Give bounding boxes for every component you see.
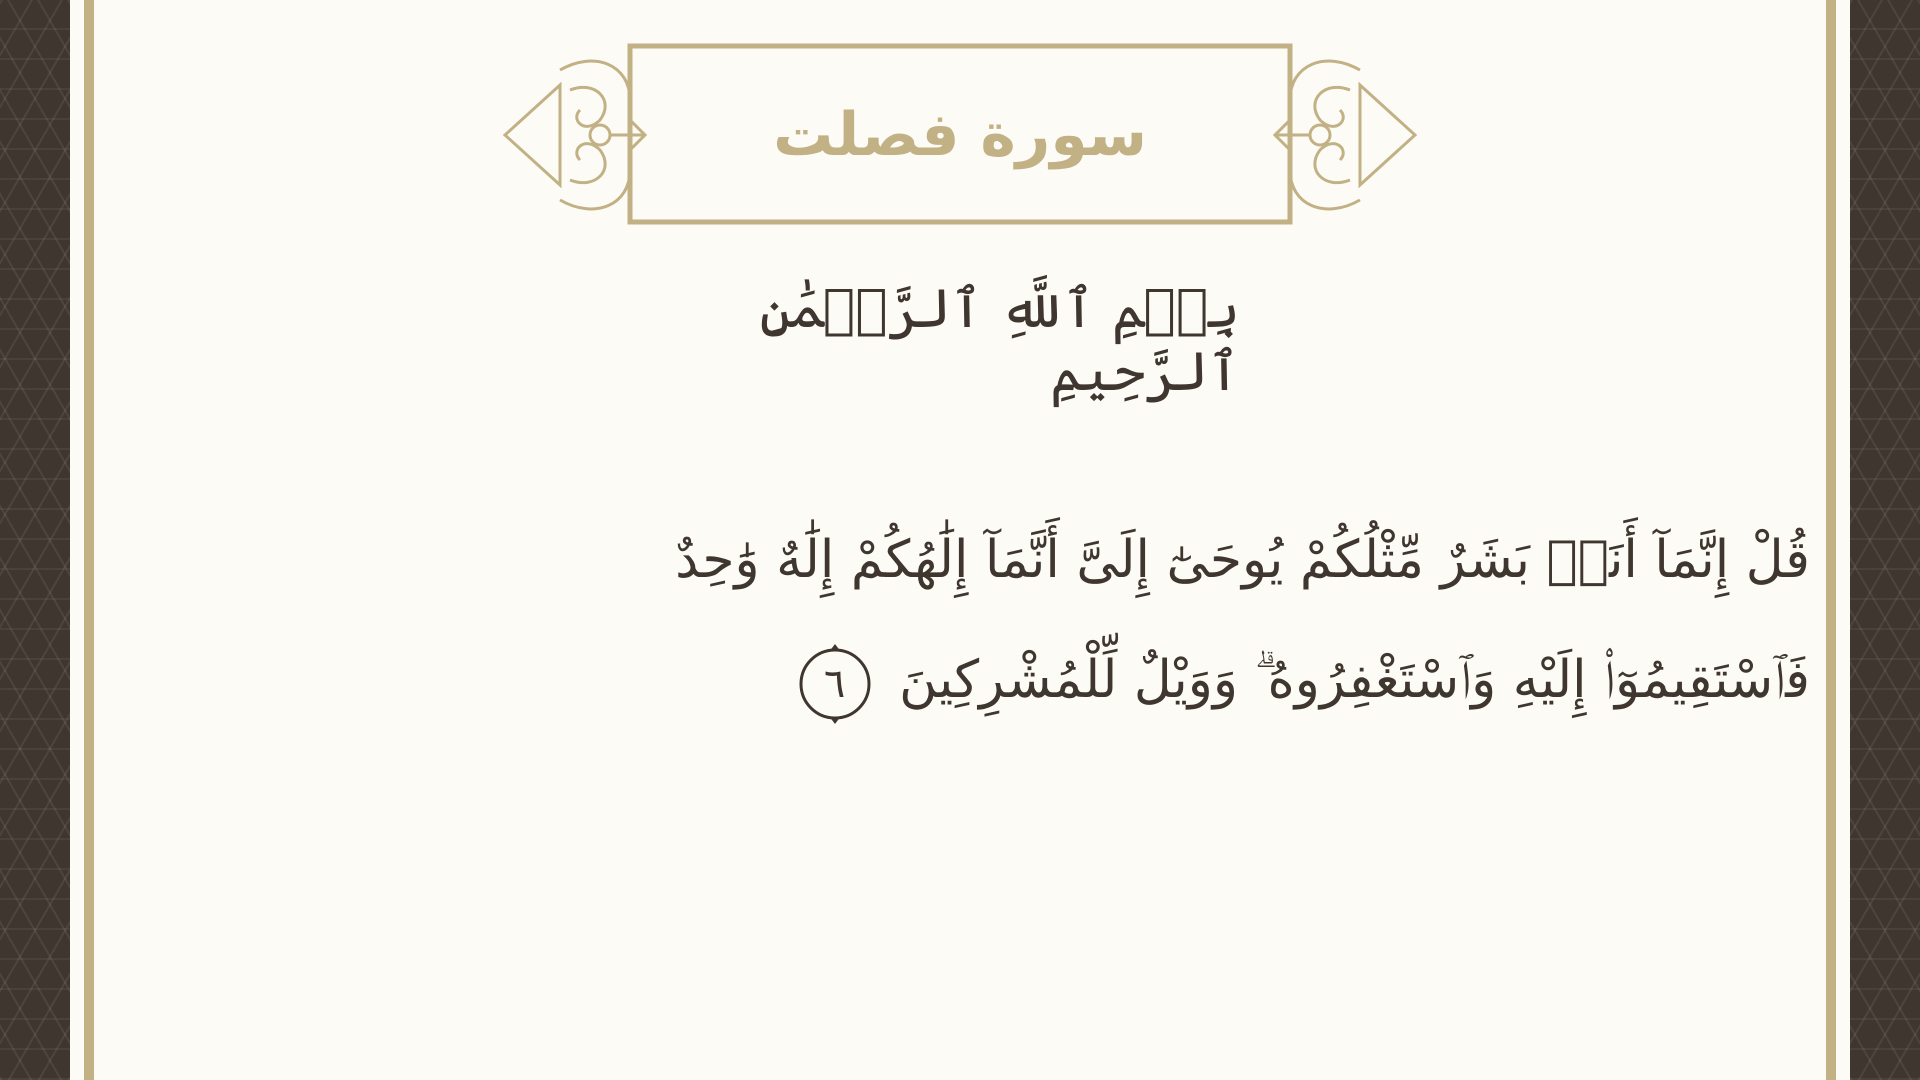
left-ornamental-border: [0, 0, 70, 1080]
ayah-number-marker: [793, 642, 877, 726]
verse-line-2: [520, 620, 1810, 740]
verse-line-2-text: فَٱسْتَقِيمُوٓا۟ إِلَيْهِ وَٱسْتَغْفِرُوهُ ۗ وَوَيْلٌ لِّلْمُشْرِكِينَ: [899, 650, 1810, 710]
verse-line-1: قُلْ إِنَّمَآ أَنَا۠ بَشَرٌ مِّثْلُكُمْ يُوحَىٰٓ إِلَىَّ أَنَّمَآ إِلَٰهُكُمْ إِلَٰهٌ وَٰحِدٌ: [675, 530, 1810, 590]
right-gold-rule: [1826, 0, 1836, 1080]
verse-text: [520, 500, 1810, 740]
right-ornamental-border: [1850, 0, 1920, 1080]
surah-header-frame: [500, 40, 1420, 230]
surah-title: سورة فصلت: [773, 100, 1147, 170]
ayah-number: ٦: [823, 660, 846, 707]
left-gold-rule: [84, 0, 94, 1080]
basmala-calligraphy: بِسۡمِ ٱللَّهِ ٱلرَّحۡمَٰنِ ٱلرَّحِيمِ: [759, 277, 1240, 403]
